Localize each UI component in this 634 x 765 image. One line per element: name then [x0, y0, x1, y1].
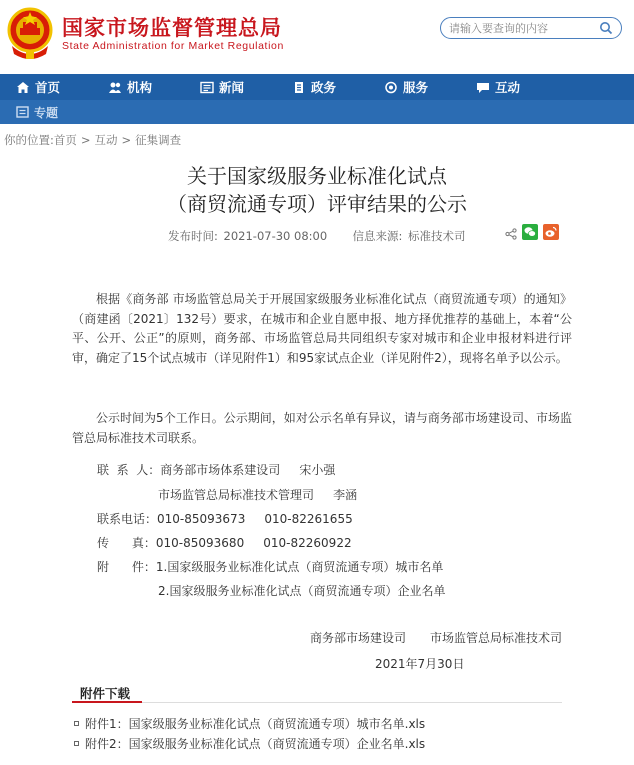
sub-nav	[0, 100, 634, 124]
contact-value-2: 市场监管总局标准技术管理司 李涵	[158, 488, 358, 502]
wechat-share-icon[interactable]	[522, 224, 538, 244]
article-meta	[168, 228, 466, 244]
downloads-title-underline	[72, 701, 142, 703]
signature-date: 2021年7月30日	[375, 657, 465, 671]
attachment-label: 附 件：	[97, 560, 156, 574]
share-icon[interactable]	[505, 225, 517, 244]
attachment-row-2	[158, 582, 445, 599]
contact-value-1: 商务部市场体系建设司 宋小强	[160, 463, 336, 477]
topics-icon	[16, 106, 29, 118]
downloads-divider	[72, 702, 562, 703]
organization-icon	[108, 81, 122, 94]
phone-row	[97, 510, 353, 527]
phone-label: 联系电话：	[97, 512, 158, 526]
attachment-value-2: 2.国家级服务业标准化试点（商贸流通专项）企业名单	[158, 584, 446, 598]
source-label: 信息来源:	[352, 229, 403, 243]
attachment-row-1	[97, 558, 443, 575]
signature-org-1: 商务部市场建设司	[310, 631, 407, 645]
national-emblem-icon[interactable]	[6, 6, 54, 60]
nav-label: 政务	[311, 80, 337, 95]
nav-label: 服务	[403, 80, 429, 95]
search-box	[440, 17, 622, 39]
nav-item-government[interactable]	[292, 74, 336, 100]
nav-item-topics[interactable]	[16, 100, 58, 124]
nav-label: 首页	[35, 80, 61, 95]
contact-label: 联 系 人：	[97, 463, 161, 477]
nav-item-organization[interactable]	[108, 74, 152, 100]
service-icon	[384, 81, 398, 94]
nav-label: 机构	[127, 80, 153, 95]
breadcrumb-link-home[interactable]: 首页	[53, 133, 77, 147]
bullet-icon	[74, 721, 79, 726]
news-icon	[200, 81, 214, 94]
nav-item-service[interactable]	[384, 74, 428, 100]
search-icon[interactable]	[599, 21, 613, 35]
breadcrumb	[4, 132, 181, 148]
breadcrumb-separator: >	[80, 133, 91, 147]
article-title-line2: （商贸流通专项）评审结果的公示	[167, 192, 467, 216]
breadcrumb-separator: >	[121, 133, 132, 147]
attachment-value-1: 1.国家级服务业标准化试点（商贸流通专项）城市名单	[155, 560, 444, 574]
download-link-text[interactable]: 附件1：国家级服务业标准化试点（商贸流通专项）城市名单.xls	[85, 717, 426, 731]
contact-row-1	[97, 461, 335, 478]
publish-time: 2021-07-30 08:00	[223, 229, 328, 243]
downloads-title: 附件下载	[80, 686, 131, 701]
download-link-text[interactable]: 附件2：国家级服务业标准化试点（商贸流通专项）企业名单.xls	[85, 737, 426, 751]
download-link-2[interactable]	[74, 735, 425, 752]
contact-row-2	[158, 486, 357, 503]
publish-label: 发布时间:	[168, 229, 218, 243]
site-subtitle: State Administration for Market Regulation	[62, 40, 284, 52]
fax-label: 传 真：	[97, 536, 156, 550]
interaction-icon	[476, 81, 490, 94]
weibo-share-icon[interactable]	[543, 224, 559, 244]
nav-label: 新闻	[219, 80, 245, 95]
breadcrumb-link-survey[interactable]: 征集调查	[135, 133, 182, 147]
share-bar	[505, 224, 564, 244]
article-paragraph-2: 公示时间为5个工作日。公示期间，如对公示名单有异议，请与商务部市场建设司、市场监管总局标准技术司联系。	[72, 411, 572, 445]
fax-value: 010-85093680 010-82260922	[155, 536, 352, 550]
breadcrumb-link-interaction[interactable]: 互动	[94, 133, 118, 147]
nav-item-interaction[interactable]	[476, 74, 520, 100]
nav-label: 互动	[495, 80, 521, 95]
download-link-1[interactable]	[74, 715, 425, 732]
article-title-line1: 关于国家级服务业标准化试点	[187, 164, 447, 188]
source-value: 标准技术司	[408, 229, 466, 243]
fax-row	[97, 534, 352, 551]
home-icon	[16, 81, 30, 94]
nav-item-news[interactable]	[200, 74, 244, 100]
site-header	[0, 0, 634, 72]
bullet-icon	[74, 741, 79, 746]
main-nav	[0, 74, 634, 100]
government-icon	[292, 81, 306, 94]
phone-value: 010-85093673 010-82261655	[157, 512, 353, 526]
signature-org-2: 市场监管总局标准技术司	[430, 631, 563, 645]
breadcrumb-prefix: 你的位置:	[4, 133, 54, 147]
nav-label: 专题	[34, 105, 59, 120]
article-paragraph-1: 根据《商务部 市场监管总局关于开展国家级服务业标准化试点（商贸流通专项）的通知》（商建函〔2021〕132号）要求，在城市和企业自愿申报、地方择优推荐的基础上，本着“公平、公开、公正”的原则，商务部、市场监管总局共同组织专家对城市和企业申报材料进行评审，确定了15个试点城市（详见附件1）和95家试点企业（详见附件2），现将名单予以公示。	[72, 292, 572, 365]
nav-item-home[interactable]	[16, 74, 60, 100]
search-input[interactable]	[449, 20, 589, 36]
site-title[interactable]: 国家市场监督管理总局	[62, 16, 282, 40]
